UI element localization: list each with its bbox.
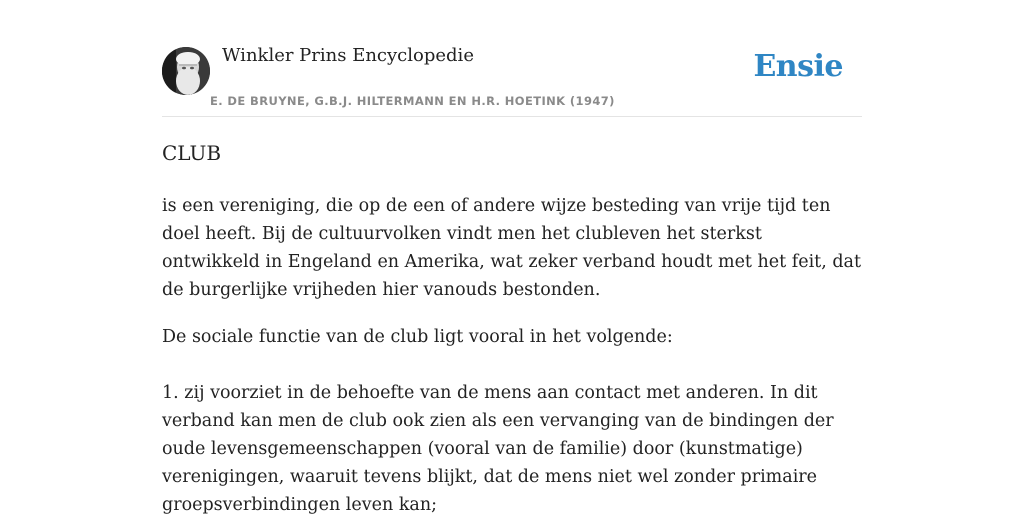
ensie-logo[interactable]: Ensie — [753, 49, 843, 84]
source-header — [162, 0, 862, 117]
article-paragraph: De sociale functie van de club ligt vooral in het volgende: — [162, 327, 673, 347]
page — [162, 0, 862, 515]
article-paragraph: 1. zij voorziet in de behoefte van de mens aan contact met anderen. In dit verband kan men de club ook zien als een vervanging van de bindingen der oude levensgemeenschappen (vooral van de familie) door (kunstmatige) verenigingen, waaruit tevens blijkt, dat de mens niet wel zonder primaire groepsverbindingen leven kan; — [162, 383, 834, 515]
article-title: CLUB — [162, 141, 222, 165]
author-avatar[interactable] — [162, 47, 210, 95]
source-title[interactable]: Winkler Prins Encyclopedie — [222, 45, 474, 66]
source-authors: E. DE BRUYNE, G.B.J. HILTERMANN EN H.R. HOETINK (1947) — [210, 94, 615, 108]
portrait-icon — [162, 47, 210, 95]
article-paragraph: is een vereniging, die op de een of andere wijze besteding van vrije tijd ten doel heeft. Bij de cultuurvolken vindt men het clubleven het sterkst ontwikkeld in Engeland en Amerika, wat zeker verband houdt met het feit, dat de burgerlijke vrijheden hier vanouds bestonden. — [162, 196, 862, 300]
